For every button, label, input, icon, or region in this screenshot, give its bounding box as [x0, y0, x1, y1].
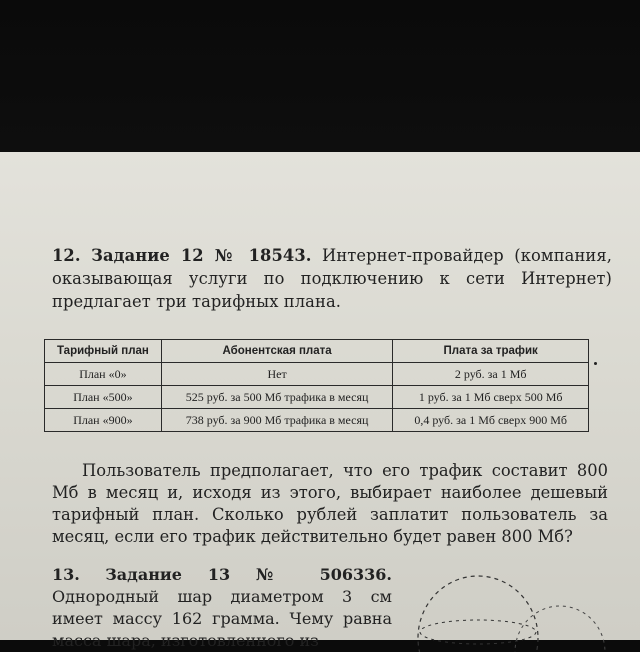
large-sphere-outline: [515, 606, 605, 652]
problem-12-number: 12.: [52, 246, 81, 265]
header-plan: Тарифный план: [45, 340, 162, 363]
subscription-fee: 525 руб. за 500 Мб трафика в месяц: [161, 386, 393, 409]
traffic-fee: 1 руб. за 1 Мб сверх 500 Мб: [393, 386, 589, 409]
plan-name: План «0»: [45, 363, 162, 386]
small-sphere-equator: [420, 620, 536, 644]
sphere-figure: [410, 560, 590, 650]
table-row: [45, 409, 589, 432]
problem-12-text: Интернет-провайдер (компания, оказывающая услуги по подключению к сети Интернет) предлагает три тарифных плана.: [52, 246, 612, 311]
problem-13-text: Однородный шар диаметром 3 см имеет массу 162 грамма. Чему равна масса шара, изготовленного из: [52, 587, 392, 650]
plan-name: План «900»: [45, 409, 162, 432]
problem-12-task-label: Задание 12 № 18543.: [91, 246, 312, 265]
plan-name: План «500»: [45, 386, 162, 409]
problem-13-number: 13.: [52, 565, 80, 584]
traffic-fee: 2 руб. за 1 Мб: [393, 363, 589, 386]
stray-dot: [594, 362, 597, 365]
header-traffic-fee: Плата за трафик: [393, 340, 589, 363]
problem-12-question: Пользователь предполагает, что его трафик составит 800 Мб в месяц и, исходя из этого, выбирает наиболее дешевый тарифный план. Сколько рублей заплатит пользователь за месяц, если его трафик действительно будет равен 800 Мб?: [52, 461, 608, 546]
traffic-fee: 0,4 руб. за 1 Мб сверх 900 Мб: [393, 409, 589, 432]
page-sheet: [0, 152, 640, 650]
tariff-table: [44, 339, 589, 432]
table-row: [45, 386, 589, 409]
subscription-fee: Нет: [161, 363, 393, 386]
table-row: [45, 363, 589, 386]
header-subscription: Абонентская плата: [161, 340, 393, 363]
problem-13-task-label: Задание 13 № 506336.: [105, 565, 392, 584]
table-header-row: [45, 340, 589, 363]
small-sphere-outline: [418, 576, 538, 652]
subscription-fee: 738 руб. за 900 Мб трафика в месяц: [161, 409, 393, 432]
problem-13-statement: [52, 564, 392, 652]
dark-background: [0, 0, 640, 152]
problem-12-statement: [52, 244, 612, 313]
